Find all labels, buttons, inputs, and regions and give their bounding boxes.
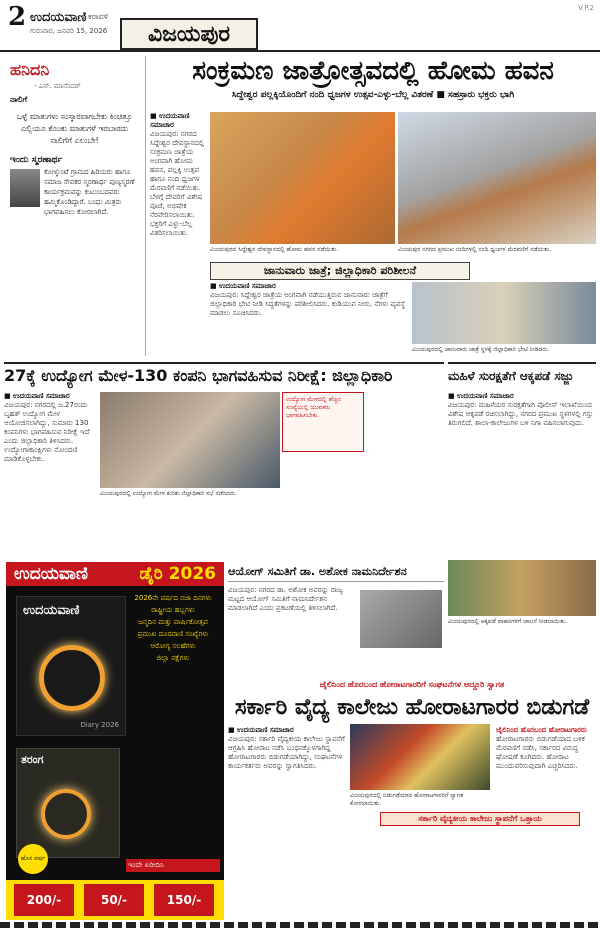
lead-photo-homa[interactable] [210, 112, 395, 244]
cattle-fair-section: ■ ಉದಯವಾಣಿ ಸಮಾಚಾರ [210, 282, 276, 290]
ad-diary-label: Diary 2026 [80, 721, 119, 729]
ad-diary-image [16, 596, 126, 736]
women-safety-section: ■ ಉದಯವಾಣಿ ಸಮಾಚಾರ [448, 392, 514, 400]
ad-feature-list [126, 592, 220, 842]
women-safety-photo[interactable] [448, 560, 596, 616]
lead-story-header [150, 56, 596, 110]
masthead [0, 0, 600, 52]
city-section-title: ವಿಜಯಪುರ [120, 18, 258, 50]
ad-banner [6, 562, 224, 586]
cattle-fair-headline[interactable]: ಜಾನುವಾರು ಜಾತ್ರೆ; ಜಿಲ್ಲಾಧಿಕಾರಿ ಪರಿಶೀಲನೆ [210, 262, 470, 280]
job-fair-photo[interactable] [100, 392, 280, 488]
college-protest-photo[interactable] [350, 724, 490, 790]
paper-name: ಉದಯವಾಣಿ [30, 10, 87, 25]
ad-feature: 2026ನೇ ವರ್ಷದ ರಜಾ ದಿನಗಳು [134, 594, 212, 602]
women-safety-text: ವಿಜಯಪುರ: ಮಹಿಳೆಯರ ಸುರಕ್ಷತೆಗಾಗಿ ಪೊಲೀಸ್ ಇಲಾಖೆಯಿಂದ ವಿಶೇಷ ಆಕ್ಕಪಡೆ ರಚಿಸಲಾಗಿದ್ದು, ನಗರದ ಪ್ರಮುಖ ಸ್ಥಳಗಳಲ್ಲಿ ಗಸ್ತು ತಿರುಗಲಿದೆ. ಶಾಲಾ-ಕಾಲೇಜುಗಳ ಬಳಿ ನಿಗಾ ವಹಿಸಲಾಗುವುದು. [448, 401, 594, 427]
college-text: ವಿಜಯಪುರ: ಸರ್ಕಾರಿ ವೈದ್ಯಕೀಯ ಕಾಲೇಜು ಸ್ಥಾಪನೆಗೆ ಆಗ್ರಹಿಸಿ ಹೋರಾಟ ನಡೆಸಿ ಬಂಧನಕ್ಕೊಳಗಾಗಿದ್ದ ಹೋರಾಟಗಾರರು ಬಿಡುಗಡೆಯಾಗಿದ್ದು, ಸಂಘಟನೆಗಳ ಕಾರ್ಯಕರ್ತರು ಅವರನ್ನು ಸ್ವಾಗತಿಸಿದರು. [228, 735, 345, 770]
obituary-body: ಕೋಳ್ಕುಂಟೆ ಗ್ರಾಮದ ಹಿರಿಯರು ಹಾಗೂ ಸಮಾಜ ಸೇವಕರ ಸ್ಮರಣಾರ್ಥ ಪುಣ್ಯಸ್ಮರಣೆ ಕಾರ್ಯಕ್ರಮವನ್ನು ಕುಟುಂಬದವರು ಹಮ್ಮಿಕೊಂಡಿದ್ದಾರೆ. ಬಂಧು ಮಿತ್ರರು ಭಾಗವಹಿಸಲು ಕೋರಲಾಗಿದೆ. [44, 168, 135, 216]
women-safety-caption: ವಿಜಯಪುರದಲ್ಲಿ ಆಕ್ಕಪಡೆ ವಾಹನಗಳಿಗೆ ಚಾಲನೆ ನೀಡಲಾಯಿತು. [448, 618, 568, 625]
ad-badge: ಡೈರಿ 2026 [139, 564, 216, 584]
right-brief-body: ಹೋರಾಟಗಾರರು ಬಿಡುಗಡೆಯಾದ ಬಳಿಕ ಮೆರವಣಿಗೆ ನಡೆಸಿ, ಸರ್ಕಾರದ ವಿರುದ್ಧ ಘೋಷಣೆ ಕೂಗಿದರು. ಹೋರಾಟ ಮುಂದುವರಿಸುವುದಾಗಿ ಎಚ್ಚರಿಸಿದರು. [496, 735, 585, 770]
price-calendar: 150/- [154, 884, 214, 916]
column-byline: - ಎನ್. ಮಾನೆಂದರ್ [34, 82, 81, 90]
ad-price-row [6, 880, 224, 920]
college-body [228, 726, 346, 916]
ad-feature: ರಾಷ್ಟ್ರೀಯ ಹಬ್ಬಗಳು [151, 606, 195, 614]
women-safety-body [448, 392, 596, 556]
ad-feature: ಆರೋಗ್ಯ ಸಲಹೆಗಳು [150, 642, 196, 650]
obituary-photo [10, 169, 40, 207]
college-caption: ವಿಜಯಪುರದಲ್ಲಿ ಬಿಡುಗಡೆಯಾದ ಹೋರಾಟಗಾರರಿಗೆ ಸ್ವಾಗತ ಕೋರಲಾಯಿತು. [350, 792, 464, 807]
women-safety-headline[interactable]: ಮಹಿಳೆ ಸುರಕ್ಷತೆಗೆ ಆಕ್ಕಪಡೆ ಸಜ್ಜು [448, 362, 596, 388]
right-brief-title: ಜೈಲಿನಿಂದ ಹೊರಬಂದ ಹೋರಾಟಗಾರರು [496, 726, 587, 734]
ad-brand: ಉದಯವಾಣಿ [14, 564, 88, 584]
cattle-fair-caption: ವಿಜಯಪುರದಲ್ಲಿ ಜಾನುವಾರು ಜಾತ್ರೆ ಸ್ಥಳಕ್ಕೆ ಜಿಲ್ಲಾಧಿಕಾರಿ ಭೇಟಿ ನೀಡಿದರು. [412, 346, 550, 353]
job-fair-headline[interactable]: 27ಕ್ಕೆ ಉದ್ಯೋಗ ಮೇಳ-130 ಕಂಪನಿ ಭಾಗವಹಿಸುವ ನಿರೀಕ್ಷೆ: ಜಿಲ್ಲಾಧಿಕಾರಿ [4, 362, 444, 388]
ad-calendar-logo: ತರಂಗ [21, 753, 44, 766]
price-diary: 200/- [14, 884, 74, 916]
cattle-fair-body [210, 282, 410, 358]
ad-seal-icon: ಹೊಸ ವರ್ಷ [18, 844, 48, 874]
poem-text: ಒಳ್ಳೆ ಮಾತುಗಳು ಸಂಸ್ಕಾರವಾಗಬೇಕು ಕಿಂಚಿತ್ತೂ ಎಲ್ಲಿಯೂ ಕೊಂಕು ಮಾತುಗಳೆ ಇರಬಾರದು ನಾಲಿಗೆಗೆ ಎಲುಬೇ! [16, 112, 133, 145]
price-small: 50/- [84, 884, 144, 916]
cattle-fair-text: ವಿಜಯಪುರ: ಸಿದ್ದೇಶ್ವರ ಜಾತ್ರೆಯ ಅಂಗವಾಗಿ ನಡೆಯುತ್ತಿರುವ ಜಾನುವಾರು ಜಾತ್ರೆಗೆ ಜಿಲ್ಲಾಧಿಕಾರಿ ಭೇಟಿ ನೀಡಿ ಸಿದ್ಧತೆಗಳನ್ನು ಪರಿಶೀಲಿಸಿದರು. ಕುಡಿಯುವ ನೀರು, ನೆರಳು ವ್ಯವಸ್ಥೆ ಮಾಡಲು ಸೂಚಿಸಿದರು. [210, 291, 406, 317]
job-fair-quote: ಉದ್ಯೋಗ ಮೇಳದಲ್ಲಿ ಹೆಚ್ಚಿನ ಸಂಖ್ಯೆಯಲ್ಲಿ ಯುವಕರು ಭಾಗವಹಿಸಬೇಕು. [282, 392, 364, 452]
college-sub-box: ಸರ್ಕಾರಿ ವೈದ್ಯಕೀಯ ಕಾಲೇಜು ಸ್ಥಾಪನೆಗೆ ಒತ್ತಾಯ [380, 812, 580, 826]
right-brief [496, 726, 596, 810]
lead-subheadline: ಸಿದ್ದೇಶ್ವರ ಪಲ್ಲಕ್ಕಿಯೊಂದಿಗೆ ನಂದಿ ಧ್ವಜಗಳ ಉತ್ಸವ-ಎಳ್ಳು-ಬೆಲ್ಲ ವಿತರಣೆ ■ ಸಹಸ್ರಾರು ಭಕ್ತರು ಭಾಗಿ [231, 90, 515, 100]
college-headline[interactable]: ಸರ್ಕಾರಿ ವೈದ್ಯ ಕಾಲೇಜು ಹೋರಾಟಗಾರರ ಬಿಡುಗಡೆ [234, 695, 590, 720]
lead-section-label: ■ ಉದಯವಾಣಿ ಸಮಾಚಾರ [150, 112, 190, 129]
page-number: 2 [8, 2, 27, 32]
ad-note: ಇಂದೇ ಖರೀದಿಸಿ [126, 859, 220, 872]
ad-feature: ಜನ್ಮದಿನ ಮತ್ತು ವಾರ್ಷಿಕೋತ್ಸವ [138, 618, 208, 626]
eclipse-ring-icon [41, 789, 91, 839]
job-fair-body [4, 392, 96, 558]
ayog-body: ವಿಜಯಪುರ: ನಗರದ ಡಾ. ಅಶೋಕ ಅವರನ್ನು ರಾಜ್ಯ ಮಟ್ಟದ ಆಯೋಗ್ ಸಮಿತಿಗೆ ನಾಮನಿರ್ದೇಶನ ಮಾಡಲಾಗಿದೆ ಎಂದು ಪ್ರಕಟಣೆಯಲ್ಲಿ ತಿಳಿಸಲಾಗಿದೆ. [228, 586, 343, 612]
ad-calendar-image [16, 748, 120, 858]
lead-body [150, 112, 206, 262]
lead-headline[interactable]: ಸಂಕ್ರಮಣ ಜಾತ್ರೋತ್ಸವದಲ್ಲಿ ಹೋಮ ಹವನ [192, 56, 554, 86]
lead-photo-procession[interactable] [398, 112, 596, 244]
ad-feature: ಪ್ರಮುಖ ದೂರವಾಣಿ ಸಂಖ್ಯೆಗಳು [137, 630, 209, 638]
cattle-fair-photo[interactable] [412, 282, 596, 344]
diary-advertisement[interactable] [6, 562, 224, 920]
college-section: ■ ಉದಯವಾಣಿ ಸಮಾಚಾರ [228, 726, 294, 734]
ayog-headline[interactable]: ಆಯೋಗ್ ಸಮಿತಿಗೆ ಡಾ. ಅಶೋಕ ನಾಮನಿರ್ದೇಶನ [228, 562, 444, 582]
issue-date: ಗುರುವಾರ, ಜನವರಿ 15, 2026 [30, 27, 108, 35]
registration-marks [0, 922, 600, 928]
left-column [4, 56, 146, 356]
lead-caption-b: ವಿಜಯಪುರ ನಗರದ ಪ್ರಮುಖ ಬೀದಿಗಳಲ್ಲಿ ನಂದಿ ಧ್ವಜಗಳ ಮೆರವಣಿಗೆ ನಡೆಯಿತು. [398, 246, 552, 253]
eclipse-ring-icon [39, 645, 105, 711]
ayog-portrait[interactable] [360, 590, 442, 648]
column-subtitle: ನಾಲಿಗೆ [10, 95, 28, 104]
college-kicker: ಜೈಲಿನಿಂದ ಹೊರಬಂದ ಹೋರಾಟಗಾರರಿಗೆ ಸಂಘಟನೆಗಳ ಅದ್ದೂರಿ ಸ್ವಾಗತ [319, 680, 505, 689]
lead-body-text: ವಿಜಯಪುರ: ನಗರದ ಸಿದ್ದೇಶ್ವರ ದೇವಸ್ಥಾನದಲ್ಲಿ ಸಂಕ್ರಮಣ ಜಾತ್ರೆಯ ಅಂಗವಾಗಿ ಹೋಮ ಹವನ, ಪಲ್ಲಕ್ಕಿ ಉತ್ಸವ ಹಾಗೂ ನಂದಿ ಧ್ವಜಗಳ ಮೆರವಣಿಗೆ ನಡೆಯಿತು. ಬೆಳಗ್ಗೆ ದೇವರಿಗೆ ವಿಶೇಷ ಪೂಜೆ, ಅಭಿಷೇಕ ನೆರವೇರಿಸಲಾಯಿತು. ಭಕ್ತರಿಗೆ ಎಳ್ಳು-ಬೆಲ್ಲ ವಿತರಿಸಲಾಯಿತು. [150, 130, 205, 237]
lead-caption-a: ವಿಜಯಪುರದ ಸಿದ್ದೇಶ್ವರ ದೇವಸ್ಥಾನದಲ್ಲಿ ಹೋಮ ಹವನ ನಡೆಯಿತು. [210, 246, 339, 253]
job-fair-section: ■ ಉದಯವಾಣಿ ಸಮಾಚಾರ [4, 392, 70, 400]
job-fair-caption: ವಿಜಯಪುರದಲ್ಲಿ ಉದ್ಯೋಗ ಮೇಳ ಕುರಿತು ಜಿಲ್ಲಾಧಿಕಾರಿ ಸಭೆ ನಡೆಸಿದರು. [100, 490, 237, 497]
ad-diary-logo: ಉದಯವಾಣಿ [23, 603, 80, 618]
column-brand: ಹನಿದನಿ [10, 60, 50, 79]
page-code: V.P.2 [578, 4, 594, 12]
job-fair-text: ವಿಜಯಪುರ: ನಗರದಲ್ಲಿ ಜ.27ರಂದು ಬೃಹತ್ ಉದ್ಯೋಗ ಮೇಳ ಆಯೋಜಿಸಲಾಗಿದ್ದು, ಸುಮಾರು 130 ಕಂಪನಿಗಳು ಭಾಗವಹಿಸುವ ನಿರೀಕ್ಷೆ ಇದೆ ಎಂದು ಜಿಲ್ಲಾಧಿಕಾರಿ ತಿಳಿಸಿದರು. ಉದ್ಯೋಗಾಕಾಂಕ್ಷಿಗಳು ನೋಂದಣಿ ಮಾಡಿಕೊಳ್ಳಬೇಕು. [4, 401, 90, 463]
paper-tag: ಕರಾವಳಿ [88, 12, 109, 21]
obituary-title: ಇಂದು ಸ್ಮರಣಾರ್ಥ [10, 155, 63, 165]
ad-feature: ಜಿಲ್ಲಾ ನಕ್ಷೆಗಳು [156, 654, 190, 662]
